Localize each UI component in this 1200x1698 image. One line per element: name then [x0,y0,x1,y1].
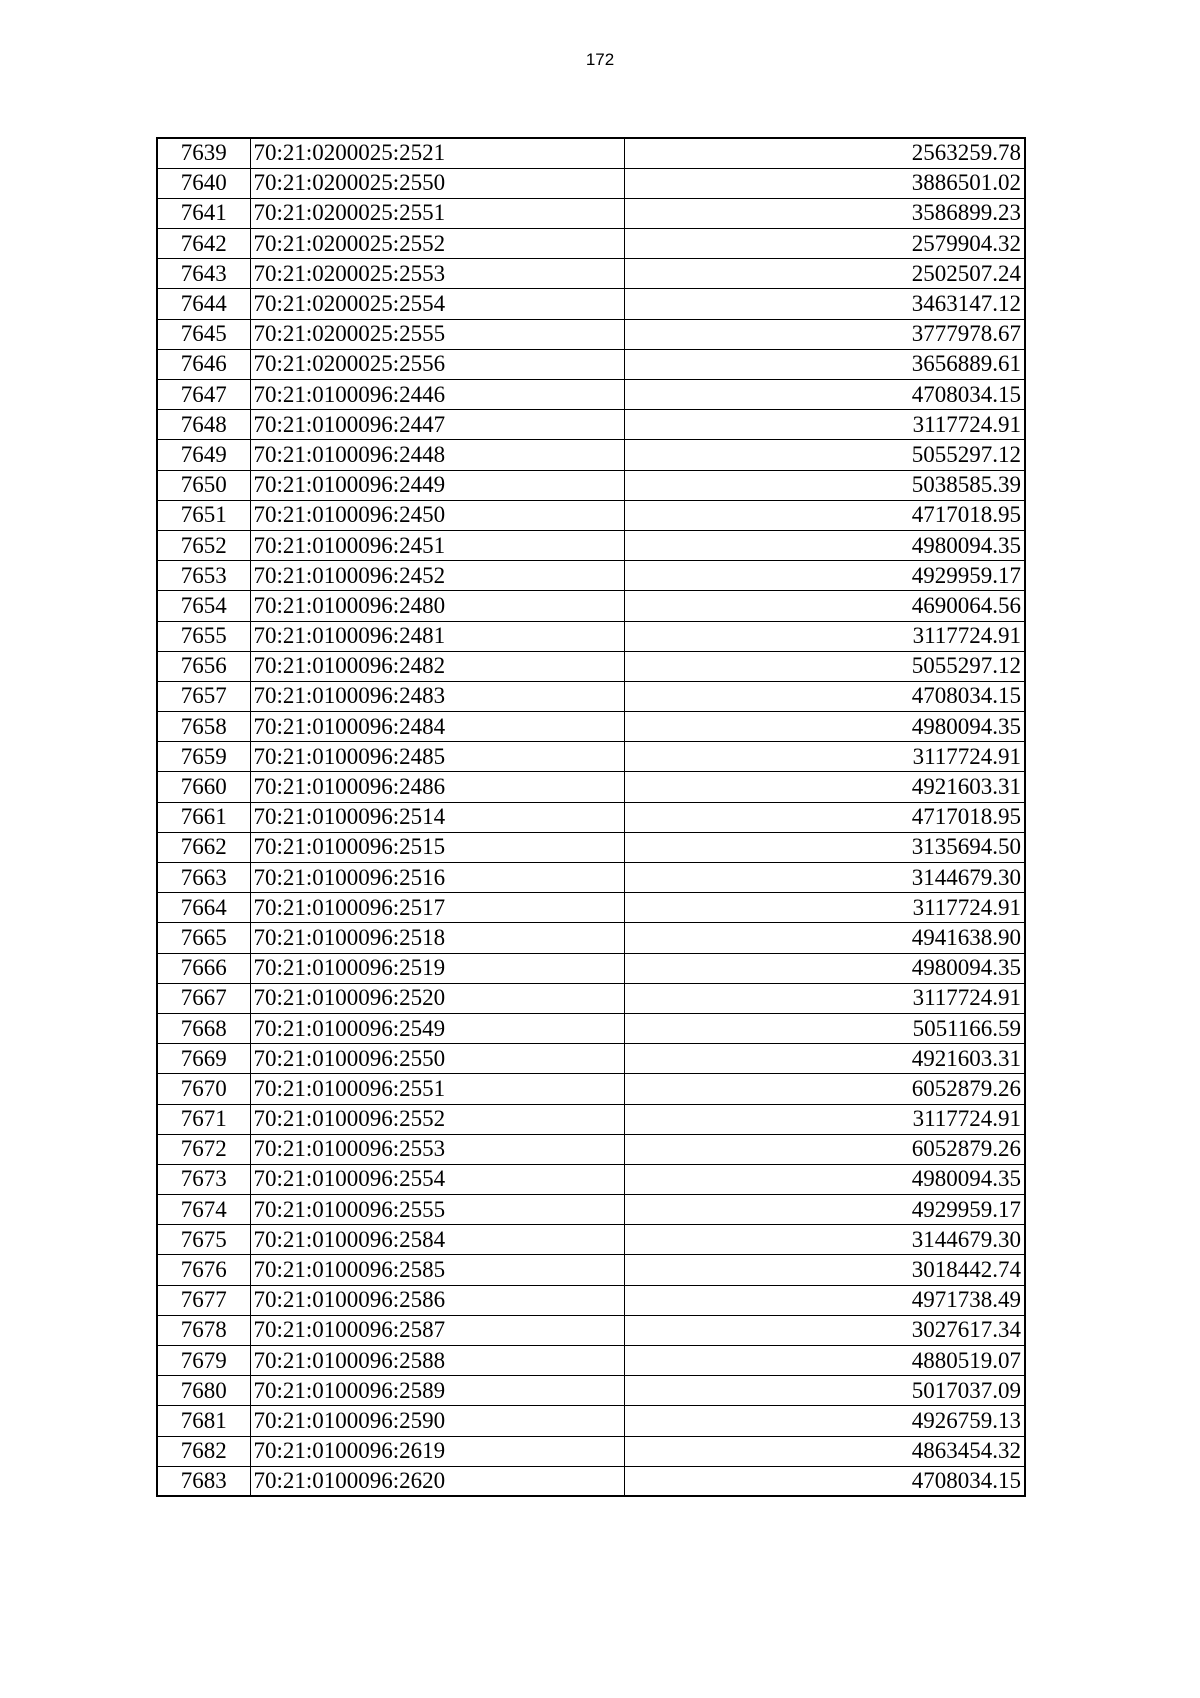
table-row [157,1013,1025,1043]
cadastral-number: 70:21:0100096:2553 [250,1134,624,1164]
cadastral-value: 4980094.35 [624,530,1025,560]
cadastral-value: 4980094.35 [624,712,1025,742]
row-number: 7668 [157,1013,250,1043]
cadastral-number: 70:21:0100096:2483 [250,681,624,711]
row-number: 7662 [157,832,250,862]
table-row [157,410,1025,440]
table-row [157,1195,1025,1225]
cadastral-value: 3018442.74 [624,1255,1025,1285]
cadastral-value: 3117724.91 [624,1104,1025,1134]
table-row [157,259,1025,289]
table-row [157,168,1025,198]
row-number: 7680 [157,1376,250,1406]
row-number: 7654 [157,591,250,621]
row-number: 7665 [157,923,250,953]
cadastral-number: 70:21:0200025:2552 [250,229,624,259]
cadastral-value: 3144679.30 [624,863,1025,893]
cadastral-value: 6052879.26 [624,1074,1025,1104]
cadastral-value: 2579904.32 [624,229,1025,259]
row-number: 7655 [157,621,250,651]
cadastral-value: 5038585.39 [624,470,1025,500]
cadastral-number: 70:21:0100096:2485 [250,742,624,772]
row-number: 7674 [157,1195,250,1225]
row-number: 7652 [157,530,250,560]
cadastral-value: 4708034.15 [624,380,1025,410]
cadastral-number: 70:21:0100096:2520 [250,983,624,1013]
cadastral-number: 70:21:0100096:2552 [250,1104,624,1134]
table-row [157,681,1025,711]
table-row [157,802,1025,832]
row-number: 7651 [157,500,250,530]
cadastral-number: 70:21:0100096:2519 [250,953,624,983]
table-row [157,621,1025,651]
row-number: 7659 [157,742,250,772]
cadastral-value: 4708034.15 [624,681,1025,711]
table-row [157,349,1025,379]
cadastral-value: 4921603.31 [624,772,1025,802]
table-row [157,500,1025,530]
row-number: 7667 [157,983,250,1013]
row-number: 7640 [157,168,250,198]
row-number: 7672 [157,1134,250,1164]
table-row [157,1044,1025,1074]
cadastral-value: 3117724.91 [624,742,1025,772]
table-row [157,229,1025,259]
row-number: 7681 [157,1406,250,1436]
row-number: 7679 [157,1346,250,1376]
cadastral-number: 70:21:0100096:2516 [250,863,624,893]
row-number: 7676 [157,1255,250,1285]
cadastral-number: 70:21:0100096:2550 [250,1044,624,1074]
row-number: 7666 [157,953,250,983]
table-body [157,138,1025,1496]
cadastral-value: 4708034.15 [624,1466,1025,1496]
cadastral-number: 70:21:0100096:2584 [250,1225,624,1255]
cadastral-value: 3777978.67 [624,319,1025,349]
table-row [157,1164,1025,1194]
row-number: 7664 [157,893,250,923]
cadastral-number: 70:21:0100096:2450 [250,500,624,530]
cadastral-number: 70:21:0100096:2451 [250,530,624,560]
cadastral-value: 5051166.59 [624,1013,1025,1043]
cadastral-number: 70:21:0200025:2550 [250,168,624,198]
row-number: 7682 [157,1436,250,1466]
table-row [157,440,1025,470]
row-number: 7669 [157,1044,250,1074]
cadastral-number: 70:21:0100096:2446 [250,380,624,410]
table-row [157,319,1025,349]
cadastral-value: 6052879.26 [624,1134,1025,1164]
cadastral-number: 70:21:0100096:2449 [250,470,624,500]
row-number: 7639 [157,138,250,168]
row-number: 7671 [157,1104,250,1134]
table-row [157,832,1025,862]
table-row [157,953,1025,983]
cadastral-value: 3463147.12 [624,289,1025,319]
table-row [157,1406,1025,1436]
table-row [157,289,1025,319]
cadastral-number: 70:21:0100096:2448 [250,440,624,470]
cadastral-value: 3117724.91 [624,410,1025,440]
table-row [157,1436,1025,1466]
cadastral-value: 3117724.91 [624,983,1025,1013]
table-row [157,772,1025,802]
table-row [157,380,1025,410]
table-row [157,1346,1025,1376]
table-row [157,138,1025,168]
table-row [157,651,1025,681]
cadastral-number: 70:21:0100096:2447 [250,410,624,440]
cadastral-value: 4926759.13 [624,1406,1025,1436]
cadastral-number: 70:21:0200025:2555 [250,319,624,349]
cadastral-number: 70:21:0100096:2555 [250,1195,624,1225]
row-number: 7658 [157,712,250,742]
row-number: 7677 [157,1285,250,1315]
row-number: 7643 [157,259,250,289]
cadastral-number: 70:21:0100096:2589 [250,1376,624,1406]
cadastral-number: 70:21:0100096:2549 [250,1013,624,1043]
row-number: 7641 [157,198,250,228]
table-row [157,1376,1025,1406]
cadastral-value: 3117724.91 [624,893,1025,923]
cadastral-value: 5055297.12 [624,651,1025,681]
cadastral-number: 70:21:0100096:2486 [250,772,624,802]
row-number: 7657 [157,681,250,711]
row-number: 7648 [157,410,250,440]
row-number: 7660 [157,772,250,802]
table-row [157,893,1025,923]
row-number: 7675 [157,1225,250,1255]
table-row [157,1315,1025,1345]
row-number: 7646 [157,349,250,379]
cadastral-value: 3117724.91 [624,621,1025,651]
table-row [157,1074,1025,1104]
table-row [157,1466,1025,1496]
cadastral-number: 70:21:0100096:2515 [250,832,624,862]
cadastral-number: 70:21:0100096:2452 [250,561,624,591]
row-number: 7663 [157,863,250,893]
cadastral-value: 4929959.17 [624,1195,1025,1225]
row-number: 7644 [157,289,250,319]
cadastral-number: 70:21:0100096:2590 [250,1406,624,1436]
table-row [157,561,1025,591]
row-number: 7683 [157,1466,250,1496]
row-number: 7645 [157,319,250,349]
row-number: 7670 [157,1074,250,1104]
row-number: 7653 [157,561,250,591]
row-number: 7673 [157,1164,250,1194]
row-number: 7678 [157,1315,250,1345]
cadastral-value: 3027617.34 [624,1315,1025,1345]
table-row [157,530,1025,560]
cadastral-number: 70:21:0100096:2620 [250,1466,624,1496]
cadastral-number: 70:21:0100096:2585 [250,1255,624,1285]
cadastral-value: 4941638.90 [624,923,1025,953]
cadastral-number: 70:21:0100096:2482 [250,651,624,681]
cadastral-value: 4717018.95 [624,802,1025,832]
table-row [157,1104,1025,1134]
table-row [157,1285,1025,1315]
cadastral-value: 3656889.61 [624,349,1025,379]
cadastral-value: 4929959.17 [624,561,1025,591]
table-row [157,1255,1025,1285]
cadastral-number: 70:21:0100096:2518 [250,923,624,953]
cadastral-value: 4971738.49 [624,1285,1025,1315]
cadastral-number: 70:21:0100096:2586 [250,1285,624,1315]
cadastral-value: 4921603.31 [624,1044,1025,1074]
cadastral-number: 70:21:0200025:2554 [250,289,624,319]
cadastral-number: 70:21:0100096:2480 [250,591,624,621]
cadastral-value: 2563259.78 [624,138,1025,168]
table-row [157,198,1025,228]
cadastral-number: 70:21:0200025:2521 [250,138,624,168]
cadastral-value: 5017037.09 [624,1376,1025,1406]
cadastral-value: 4690064.56 [624,591,1025,621]
row-number: 7649 [157,440,250,470]
cadastral-number: 70:21:0100096:2588 [250,1346,624,1376]
row-number: 7642 [157,229,250,259]
table-row [157,923,1025,953]
cadastral-number: 70:21:0100096:2514 [250,802,624,832]
cadastral-value: 3886501.02 [624,168,1025,198]
table-row [157,1134,1025,1164]
cadastral-number: 70:21:0100096:2587 [250,1315,624,1345]
cadastral-number: 70:21:0100096:2619 [250,1436,624,1466]
cadastral-number: 70:21:0100096:2551 [250,1074,624,1104]
page-number: 172 [585,50,615,69]
cadastral-value: 2502507.24 [624,259,1025,289]
cadastral-value: 3586899.23 [624,198,1025,228]
cadastre-table [156,137,1026,1497]
table-row [157,742,1025,772]
cadastral-value: 5055297.12 [624,440,1025,470]
row-number: 7647 [157,380,250,410]
row-number: 7650 [157,470,250,500]
cadastral-number: 70:21:0100096:2517 [250,893,624,923]
table-row [157,591,1025,621]
cadastral-number: 70:21:0100096:2484 [250,712,624,742]
cadastral-number: 70:21:0100096:2554 [250,1164,624,1194]
cadastral-value: 4717018.95 [624,500,1025,530]
row-number: 7656 [157,651,250,681]
table-row [157,863,1025,893]
cadastral-value: 4863454.32 [624,1436,1025,1466]
cadastral-number: 70:21:0200025:2551 [250,198,624,228]
cadastral-value: 3135694.50 [624,832,1025,862]
table-row [157,470,1025,500]
cadastral-value: 4880519.07 [624,1346,1025,1376]
row-number: 7661 [157,802,250,832]
cadastral-number: 70:21:0200025:2553 [250,259,624,289]
table-row [157,712,1025,742]
table-row [157,983,1025,1013]
cadastral-number: 70:21:0100096:2481 [250,621,624,651]
cadastral-value: 4980094.35 [624,1164,1025,1194]
cadastral-value: 3144679.30 [624,1225,1025,1255]
cadastral-value: 4980094.35 [624,953,1025,983]
table-row [157,1225,1025,1255]
cadastral-number: 70:21:0200025:2556 [250,349,624,379]
